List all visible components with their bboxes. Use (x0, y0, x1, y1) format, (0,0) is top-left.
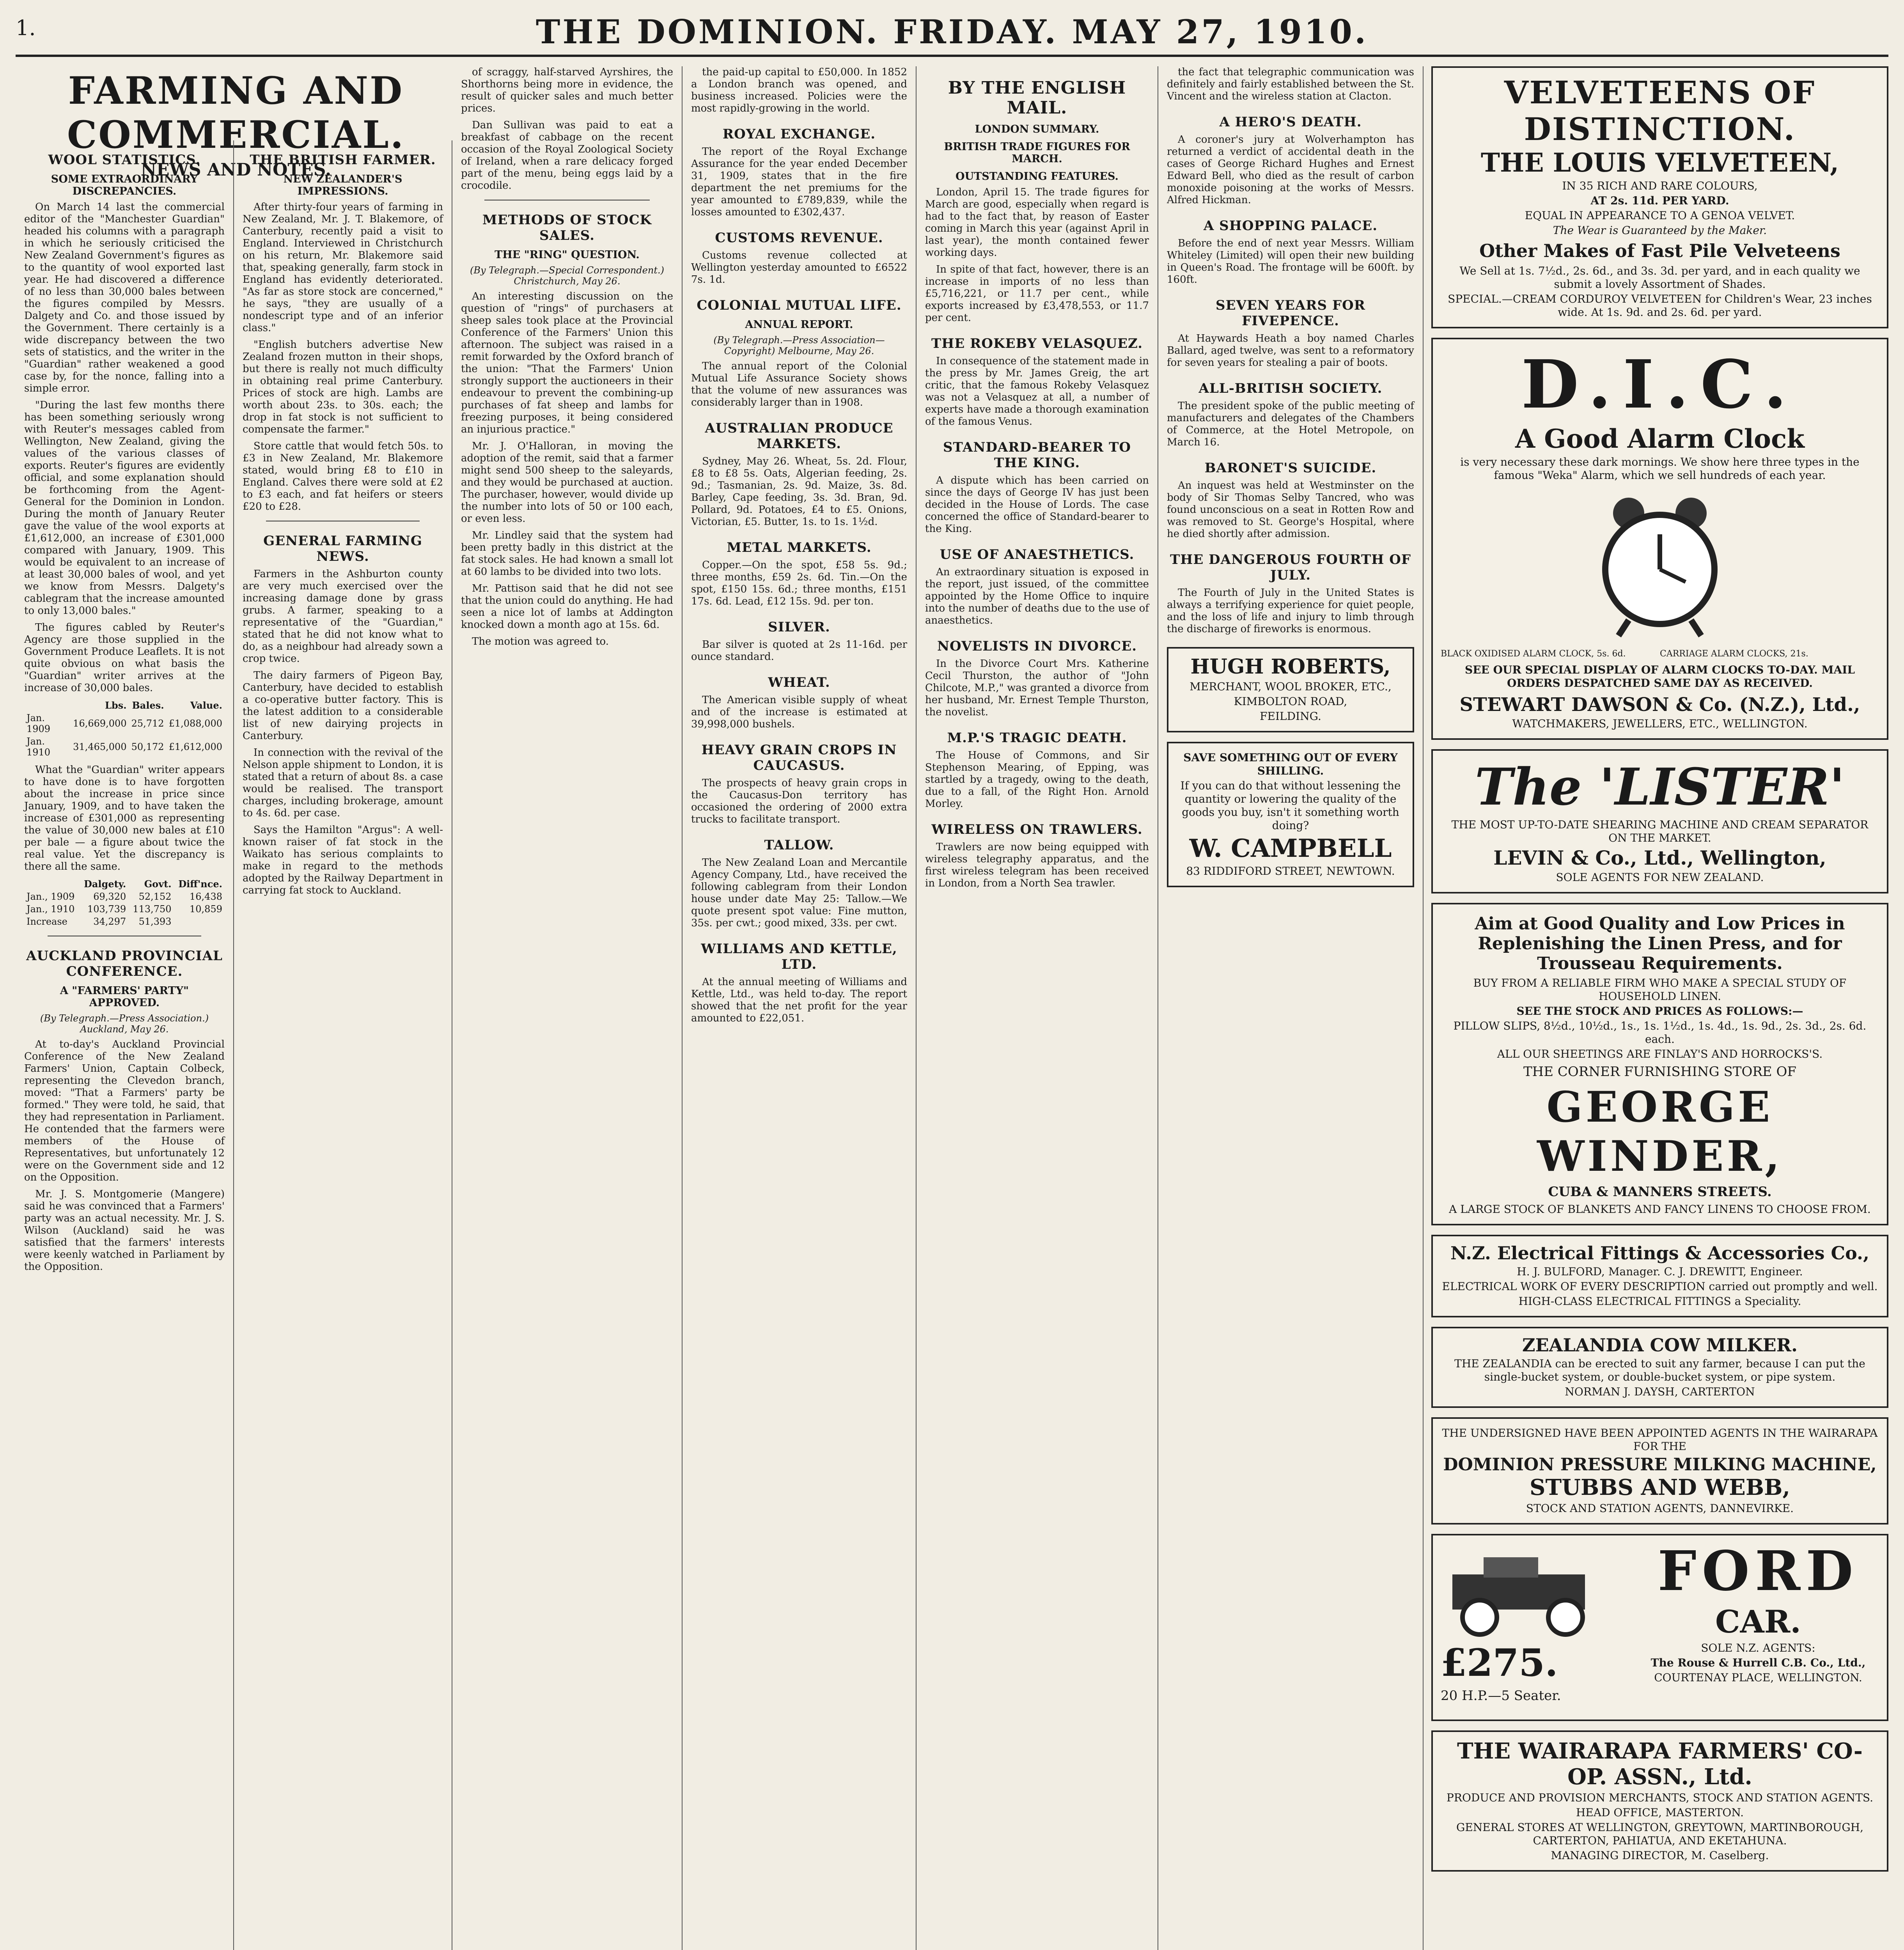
article-paragraph: An extraordinary situation is exposed in the report, just issued, of the committee appointed by the Home Office to inquire into the number of deaths due to the use of anaesthetics. (925, 566, 1149, 626)
article-heading: WOOL STATISTICS. (48, 152, 201, 168)
article-heading: THE BRITISH FARMER. (250, 152, 436, 168)
article-paragraph: Mr. Lindley said that the system had been pretty badly in this district at the fat stock sales. He had known a small lot at 60 lambs to be divided into two lots. (461, 530, 673, 578)
ad-zealandia-milker: ZEALANDIA COW MILKER. THE ZEALANDIA can be erected to suit any farmer, because I can put the single-bucket system, or double-bucket system, or pipe system. NORMAN J. DAYSH, CARTERTON (1431, 1327, 1888, 1408)
article-heading: THE ROKEBY VELASQUEZ. (931, 336, 1143, 351)
article-subheading: A "FARMERS' PARTY" APPROVED. (60, 985, 189, 1009)
article-heading: NOVELISTS IN DIVORCE. (937, 638, 1137, 654)
article-subheading: THE "RING" QUESTION. (495, 249, 640, 261)
article-heading: SILVER. (768, 619, 830, 635)
section-subtitle: NEWS AND NOTES. (140, 160, 332, 180)
wool-export-table: Lbs. Bales. Value. Jan. 1909 16,669,000 25,712 £1,088,000 Jan. 1910 31,465,000 50,172 £1,612,000 (24, 699, 225, 759)
article-paragraph: At the annual meeting of Williams and Kettle, Ltd., was held to-day. The report showed that the net profit for the year amounted to £22,051. (691, 976, 907, 1024)
table-row: Jan. 1909 16,669,000 25,712 £1,088,000 (27, 713, 222, 734)
article-paragraph: Store cattle that would fetch 50s. to £3 in New Zealand, Mr. Blakemore stated, would bring £8 to £10 in England. Calves there were sold at £2 to £3 each, and fat heifers or steers £20 to £28. (243, 440, 443, 512)
article-paragraph: Mr. Pattison said that he did not see that the union could do anything. He had seen a nice lot of lambs at Addington knocked down a month ago at 15s. 6d. (461, 583, 673, 631)
ad-lister-machine: The 'LISTER' THE MOST UP-TO-DATE SHEARING MACHINE AND CREAM SEPARATOR ON THE MARKET. LEVIN & Co., Ltd., Wellington, SOLE AGENTS FOR NEW ZEALAND. (1431, 749, 1888, 893)
article-heading: AUSTRALIAN PRODUCE MARKETS. (705, 420, 893, 452)
masthead (16, 8, 1888, 57)
article-paragraph: "During the last few months there has been something seriously wrong with Reuter's messages cabled from Wellington, New Zealand, giving the values of the various classes of exports. Reuter's figures are evidently official, and some explanation should be forthcoming from the Agent-General for the Dominion in London. During the month of January Reuter gave the value of the wool exports at £1,612,000, an increase of £301,000 compared with January, 1909. This would be equivalent to an increase of at least 30,000 bales of wool, and yet we know from Messrs. Dalgety's cablegram that the increase amounted to only 13,000 bales." (24, 399, 225, 617)
dateline: (By Telegraph.—Press Association.) Auckland, May 26. (40, 1013, 209, 1035)
dateline: (By Telegraph.—Special Correspondent.) Christchurch, May 26. (470, 265, 664, 287)
article-paragraph: Copper.—On the spot, £58 5s. 9d.; three months, £59 2s. 6d. Tin.—On the spot, £150 15s. 6d.; three months, £151 17s. 6d. Lead, £12 15s. 9d. per ton. (691, 559, 907, 607)
advertisements-column (1431, 66, 1888, 1950)
bales-comparison-table: Dalgety. Govt. Diff'nce. Jan., 1909 69,320 52,152 16,438 Jan., 1910 103,739 113,750 10,859 Increase 34,297 51,393 (24, 878, 225, 928)
article-heading: METHODS OF STOCK SALES. (482, 212, 652, 243)
article-heading: SEVEN YEARS FOR FIVEPENCE. (1216, 298, 1365, 329)
newspaper-title: THE DOMINION. FRIDAY. MAY 27, 1910. (535, 12, 1369, 51)
article-paragraph: The motion was agreed to. (472, 636, 609, 647)
ad-dic-alarm-clock: D.I.C. A Good Alarm Clock is very necessary these dark mornings. We show here three types in the famous "Weka" Alarm, which we sell hundreds of each year. BLACK OXIDISED ALARM CLOCK, 5s. 6d. CARRIAGE ALARM CLOCKS, 21s. SEE OUR SPECIAL DISPLAY OF ALARM CLOCKS TO-DAY. MAIL ORDERS DESPATCHED SAME DAY AS RECEIVED. STEWART DAWSON & Co. (N.Z.), Ltd., WATCHMAKERS, JEWELLERS, ETC., WELLINGTON. (1431, 338, 1888, 740)
article-heading: WILLIAMS AND KETTLE, LTD. (701, 941, 897, 972)
article-heading: ALL-BRITISH SOCIETY. (1198, 381, 1383, 396)
article-paragraph: of scraggy, half-starved Ayrshires, the Shorthorns being more in evidence, the result of quicker sales and much better prices. (461, 66, 673, 114)
ad-wairarapa-farmers: THE WAIRARAPA FARMERS' CO-OP. ASSN., Ltd. PRODUCE AND PROVISION MERCHANTS, STOCK AND STATION AGENTS. HEAD OFFICE, MASTERTON. GENERAL STORES AT WELLINGTON, GREYTOWN, MARTINBOROUGH, CARTERTON, PAHIATUA, AND EKETAHUNA. MANAGING DIRECTOR, M. Caselberg. (1431, 1730, 1888, 1872)
column-1 (16, 140, 234, 1950)
article-paragraph: Bar silver is quoted at 2s 11-16d. per ounce standard. (691, 639, 907, 663)
article-paragraph: The prospects of heavy grain crops in the Caucasus-Don territory has occasioned the ordering of 2000 extra trucks to facilitate transport. (691, 777, 907, 825)
table-row: Jan. 1910 31,465,000 50,172 £1,612,000 (27, 736, 222, 758)
article-heading: THE DANGEROUS FOURTH OF JULY. (1170, 552, 1411, 583)
column-4 (683, 66, 917, 1950)
ad-hugh-roberts: HUGH ROBERTS, MERCHANT, WOOL BROKER, ETC., KIMBOLTON ROAD, FEILDING. (1167, 647, 1414, 732)
article-paragraph: "English butchers advertise New Zealand frozen mutton in their shops, but there is really not much difficulty in obtaining real prime Canterbury. Prices of stock are high. Lambs are worth about 23s. to 30s. each; the drop in fat stock is not sufficient to compensate the farmer." (243, 339, 443, 435)
article-heading: BY THE ENGLISH MAIL. (948, 78, 1126, 118)
article-paragraph: In connection with the revival of the Nelson apple shipment to London, it is stated that a return of about 8s. a case would be realised. The transport charges, including brokerage, amount to 4s. 6d. per case. (243, 747, 443, 819)
article-heading: CUSTOMS REVENUE. (715, 230, 883, 246)
article-paragraph: An interesting discussion on the question of "rings" of purchasers at sheep sales took place at the Provincial Conference of the Farmers' Union this afternoon. The subject was raised in a remit forwarded by the Oxford branch of the union: "That the Farmers' Union strongly support the auctioneers in their endeavour to prevent the combining-up purchases of fat sheep and lambs for freezing purposes, it being considered an injurious practice." (461, 291, 673, 435)
article-subheading: ANNUAL REPORT. (745, 319, 853, 331)
article-paragraph: A coroner's jury at Wolverhampton has returned a verdict of accidental death in the cases of George Richard Hughes and Ernest Edward Bell, who died as the result of carbon monoxide poisoning at the works of Messrs. Alfred Hickman. (1167, 134, 1414, 206)
article-paragraph: The American visible supply of wheat and of the increase is estimated at 39,998,000 bushels. (691, 694, 907, 730)
article-paragraph: The dairy farmers of Pigeon Bay, Canterbury, have decided to establish a co-operative butter factory. This is the latest addition to a considerable list of new dairying projects in Canterbury. (243, 670, 443, 742)
article-paragraph: The Fourth of July in the United States is always a terrifying experience for quiet people, and the loss of life and injury to limb through the discharge of fireworks is enormous. (1167, 587, 1414, 635)
article-heading: ROYAL EXCHANGE. (722, 126, 876, 142)
article-heading: COLONIAL MUTUAL LIFE. (697, 298, 902, 313)
table-row: Increase 34,297 51,393 (27, 916, 172, 927)
article-subheading: LONDON SUMMARY. (975, 123, 1099, 135)
table-row: Jan., 1910 103,739 113,750 10,859 (27, 904, 222, 915)
article-paragraph: The House of Commons, and Sir Stephenson Mearing, of Epping, was startled by a tragedy, owing to the death, due to a fall, of the Right Hon. Arnold Morley. (925, 750, 1149, 810)
article-paragraph: At Haywards Heath a boy named Charles Ballard, aged twelve, was sent to a reformatory for seven years for stealing a pair of boots. (1167, 333, 1414, 369)
article-paragraph: The annual report of the Colonial Mutual Life Assurance Society shows that the volume of new assurances was considerably larger than in 1908. (691, 360, 907, 408)
article-paragraph: Mr. J. S. Montgomerie (Mangere) said he was convinced that a Farmers' party was an actual necessity. Mr. J. S. Wilson (Auckland) said he was satisfied that the farmers' interests were keenly watched in Parliament by the Opposition. (24, 1188, 225, 1273)
article-paragraph: At to-day's Auckland Provincial Conference of the New Zealand Farmers' Union, Captain Colbeck, representing the Clevedon branch, moved: "That a Farmers' party be formed." They were told, he said, that they had representation in Parliament. He contended that the farmers were members of the House of Representatives, but unfortunately 12 were on the Government side and 12 on the Opposition. (24, 1039, 225, 1183)
article-subheading: BRITISH TRADE FIGURES FOR MARCH. (944, 141, 1130, 165)
article-paragraph: Sydney, May 26. Wheat, 5s. 2d. Flour, £8 to £8 5s. Oats, Algerian feeding, 2s. 9d.; Tasmanian, 2s. 9d. Maize, 3s. 8d. Barley, Cape feeding, 3s. 3d. Bran, 9d. Pollard, 9d. Potatoes, £4 to £5. Onions, Victorian, £5. Butter, 1s. to 1s. 1½d. (691, 456, 907, 528)
ad-electrical-fittings: N.Z. Electrical Fittings & Accessories Co., H. J. BULFORD, Manager. C. J. DREWITT, Engineer. ELECTRICAL WORK OF EVERY DESCRIPTION carried out promptly and well. HIGH-CLASS ELECTRICAL FITTINGS a Speciality. (1431, 1235, 1888, 1317)
article-paragraph: the fact that telegraphic communication was definitely and fairly established between the St. Vincent and the wireless station at Clacton. (1167, 66, 1414, 102)
column-5 (917, 66, 1158, 1950)
article-paragraph: Trawlers are now being equipped with wireless telegraphy apparatus, and the first wireless telegram has been received in London, from a North Sea trawler. (925, 841, 1149, 889)
alarm-clock-icon (1594, 491, 1726, 640)
article-paragraph: Customs revenue collected at Wellington yesterday amounted to £6522 7s. 1d. (691, 250, 907, 285)
article-heading: STANDARD-BEARER TO THE KING. (943, 440, 1131, 471)
ad-george-winder: Aim at Good Quality and Low Prices in Replenishing the Linen Press, and for Trousseau Requirements. BUY FROM A RELIABLE FIRM WHO MAKE A SPECIAL STUDY OF HOUSEHOLD LINEN. SEE THE STOCK AND PRICES AS FOLLOWS:— PILLOW SLIPS, 8½d., 10½d., 1s., 1s. 1½d., 1s. 4d., 1s. 9d., 2s. 3d., 2s. 6d. each. ALL OUR SHEETINGS ARE FINLAY'S AND HORROCKS'S. THE CORNER FURNISHING STORE OF GEORGE WINDER, CUBA & MANNERS STREETS. A LARGE STOCK OF BLANKETS AND FANCY LINENS TO CHOOSE FROM. (1431, 903, 1888, 1225)
article-heading: M.P.'S TRAGIC DEATH. (947, 730, 1127, 746)
article-paragraph: Mr. J. O'Halloran, in moving the adoption of the remit, said that a farmer might send 500 sheep to the saleyards, and they would be purchased at auction. The purchaser, however, would divide up the number into lots of 50 or 100 each, or even less. (461, 440, 673, 525)
motor-car-icon (1437, 1551, 1616, 1637)
article-paragraph: After thirty-four years of farming in New Zealand, Mr. J. T. Blakemore, of Canterbury, recently paid a visit to England. Interviewed in Christchurch on his return, Mr. Blakemore said that, speaking generally, farm stock in England has evidently deteriorated. "As far as store stock are concerned," he says, "they are usually of a nondescript type and of an inferior class." (243, 201, 443, 334)
article-paragraph: Says the Hamilton "Argus": A well-known raiser of fat stock in the Waikato has serious complaints to make in regard to the methods adopted by the Railway Department in carrying fat stock to Auckland. (243, 824, 443, 896)
column-6 (1158, 66, 1424, 1950)
article-subheading: SOME EXTRAORDINARY DISCREPANCIES. (51, 173, 198, 197)
article-heading: A SHOPPING PALACE. (1203, 218, 1378, 234)
section-title: FARMING AND COMMERCIAL. (67, 69, 405, 157)
article-heading: HEAVY GRAIN CROPS IN CAUCASUS. (701, 742, 897, 773)
article-subheading: NEW ZEALANDER'S IMPRESSIONS. (283, 173, 402, 197)
article-paragraph: A dispute which has been carried on since the days of George IV has just been decided in the House of Lords. The case concerned the office of Standard-bearer to the King. (925, 475, 1149, 535)
article-paragraph: Before the end of next year Messrs. William Whiteley (Limited) will open their new building in Queen's Road. The frontage will be 600ft. by 160ft. (1167, 238, 1414, 285)
article-paragraph: The report of the Royal Exchange Assurance for the year ended December 31, 1909, states that in the fire department the net premiums for the year amounted to £789,839, while the losses amounted to £302,437. (691, 146, 907, 218)
ad-w-campbell: SAVE SOMETHING OUT OF EVERY SHILLING. If you can do that without lessening the quantity or lowering the quality of the goods you buy, isn't it something worth doing? W. CAMPBELL 83 RIDDIFORD STREET, NEWTOWN. (1167, 742, 1414, 887)
article-paragraph: Dan Sullivan was paid to eat a breakfast of cabbage on the recent occasion of the Royal Zoological Society of Ireland, when a rare delicacy forged part of the menu, being eggs laid by a crocodile. (461, 119, 673, 191)
article-paragraph: the paid-up capital to £50,000. In 1852 a London branch was opened, and business increased. Policies were the most rapidly-growing in the world. (691, 66, 907, 114)
dateline: (By Telegraph.—Press Association—Copyright) Melbourne, May 26. (713, 335, 885, 356)
ad-velveteens: VELVETEENS OF DISTINCTION. THE LOUIS VELVETEEN, IN 35 RICH AND RARE COLOURS, AT 2s. 11d. PER YARD. EQUAL IN APPEARANCE TO A GENOA VELVET. The Wear is Guaranteed by the Maker. Other Makes of Fast Pile Velveteens We Sell at 1s. 7½d., 2s. 6d., and 3s. 3d. per yard, and in each quality we submit a lovely Assortment of Shades. SPECIAL.—CREAM CORDUROY VELVETEEN for Children's Wear, 23 inches wide. At 1s. 9d. and 2s. 6d. per yard. (1431, 66, 1888, 328)
article-paragraph: In spite of that fact, however, there is an increase in imports of no less than £5,716,221, or 11.7 per cent., while exports increased by £3,478,553, or 11.7 per cent. (925, 264, 1149, 324)
article-paragraph: What the "Guardian" writer appears to have done is to have forgotten about the increase in price since January, 1909, and to have taken the increase of £301,000 as representing the value of 30,000 new bales at £10 per bale — a figure about twice the real value. Yet the discrepancy is there all the same. (24, 764, 225, 872)
column-3 (452, 66, 683, 1950)
article-paragraph: The president spoke of the public meeting of manufacturers and delegates of the Chambers of Commerce, at the Hotel Metropole, on March 16. (1167, 400, 1414, 448)
article-paragraph: On March 14 last the commercial editor of the "Manchester Guardian" headed his columns with a paragraph in which he seriously criticised the New Zealand Government's figures as to the quantity of wool exported last year. He had discovered a difference of no less than 30,000 bales between the figures compiled by Messrs. Dalgety and Co. and those issued by the Government. There certainly is a wide discrepancy between the two sets of statistics, and the writer in the "Guardian" rather weakened a good case by, for the nonce, falling into a simple error. (24, 201, 225, 394)
article-paragraph: Farmers in the Ashburton county are very much exercised over the increasing damage done by grass grubs. A farmer, speaking to a representative of the "Guardian," stated that he did not know what to do, as a neighbour had already sown a crop twice. (243, 568, 443, 665)
article-paragraph: The figures cabled by Reuter's Agency are those supplied in the Government Produce Leaflets. It is not quite obvious on what basis the "Guardian" writer arrives at the increase of 30,000 bales. (24, 622, 225, 694)
article-paragraph: In consequence of the statement made in the press by Mr. James Greig, the art critic, that the famous Rokeby Velasquez was not a Velasquez at all, a number of experts have made a thorough examination of the famous Venus. (925, 355, 1149, 427)
article-heading: USE OF ANAESTHETICS. (940, 547, 1135, 562)
article-heading: TALLOW. (764, 837, 834, 853)
table-row: Jan., 1909 69,320 52,152 16,438 (27, 891, 222, 902)
article-heading: WIRELESS ON TRAWLERS. (931, 822, 1143, 837)
article-heading: METAL MARKETS. (727, 540, 872, 555)
article-paragraph: London, April 15. The trade figures for March are good, especially when regard is had to the fact that, by reason of Easter coming in March this year (against April in last year), the month contained fewer working days. (925, 186, 1149, 259)
article-heading: GENERAL FARMING NEWS. (263, 533, 422, 564)
article-paragraph: An inquest was held at Westminster on the body of Sir Thomas Selby Tancred, who was found unconscious on a seat in Rotten Row and was removed to St. George's Hospital, where he died shortly after admission. (1167, 480, 1414, 540)
page-number: 1. (16, 16, 36, 40)
article-paragraph: In the Divorce Court Mrs. Katherine Cecil Thurston, the author of "John Chilcote, M.P.," was granted a divorce from her husband, Mr. Ernest Temple Thurston, the novelist. (925, 658, 1149, 718)
ad-ford-car: FORD CAR. SOLE N.Z. AGENTS: The Rouse & Hurrell C.B. Co., Ltd., COURTENAY PLACE, WELLINGTON. £275. 20 H.P.—5 Seater. (1431, 1534, 1888, 1721)
article-subheading: OUTSTANDING FEATURES. (956, 170, 1119, 183)
ad-stubbs-webb: THE UNDERSIGNED HAVE BEEN APPOINTED AGENTS IN THE WAIRARAPA FOR THE DOMINION PRESSURE MILKING MACHINE, STUBBS AND WEBB, STOCK AND STATION AGENTS, DANNEVIRKE. (1431, 1417, 1888, 1525)
dic-logo: D.I.C. (1521, 346, 1799, 424)
article-paragraph: The New Zealand Loan and Mercantile Agency Company, Ltd., have received the following cablegram from their London house under date May 25: Tallow.—We quote present spot value: Fine mutton, 35s. per cwt.; good mixed, 33s. per cwt. (691, 857, 907, 929)
article-heading: WHEAT. (768, 675, 830, 690)
article-heading: BARONET'S SUICIDE. (1204, 460, 1377, 476)
article-heading: AUCKLAND PROVINCIAL CONFERENCE. (26, 948, 223, 979)
column-2 (234, 140, 452, 1950)
article-heading: A HERO'S DEATH. (1219, 114, 1362, 130)
